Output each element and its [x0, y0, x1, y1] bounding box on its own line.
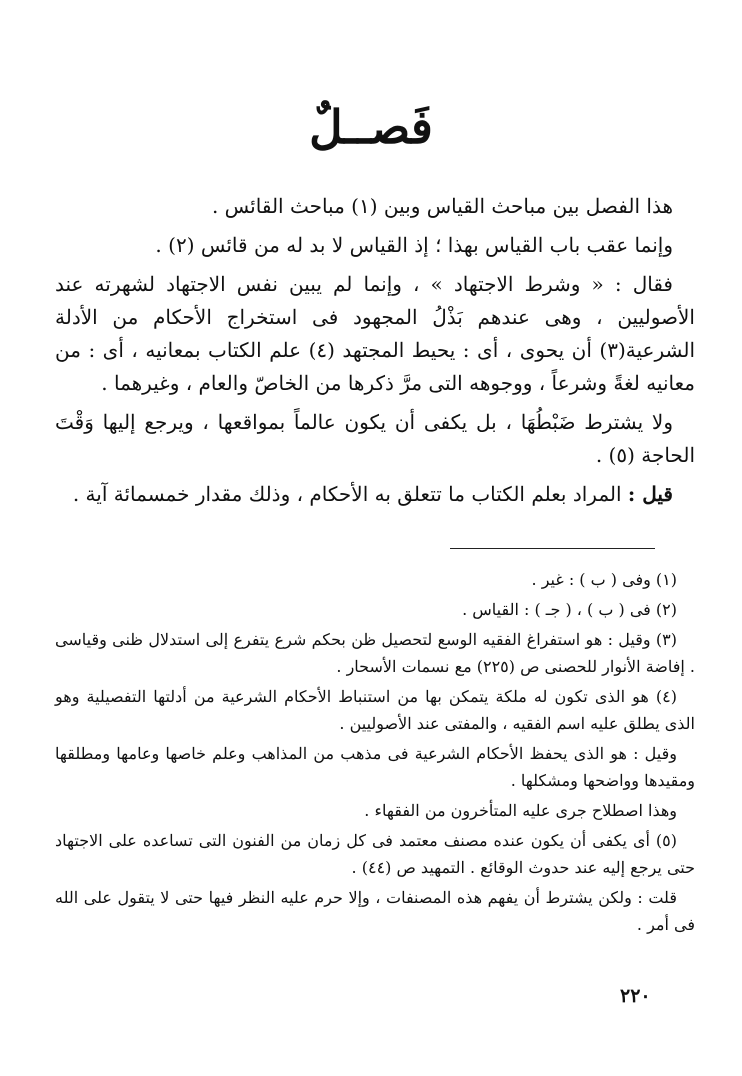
paragraph-lead-word: قيل : [627, 482, 673, 506]
main-paragraph: هذا الفصل بين مباحث القياس وبين (١) مباحث القائس . [211, 194, 673, 218]
footnote: (٢) فى ( ب ) ، ( جـ ) : القياس . [462, 600, 677, 619]
footnote: (٤) هو الذى تكون له ملكة يتمكن بها من استنباط الأحكام الشرعية من أدلتها التفصيلية وهو الذى يطلق عليه اسم الفقيه ، والمفتى عند الأصوليين . [55, 687, 695, 733]
footnotes-section [55, 566, 695, 941]
main-paragraph: ولا يشترط ضَبْطُهَا ، بل يكفى أن يكون عالماً بمواقعها ، ويرجع إليها وَقْتَ الحاجة (٥) . [55, 410, 695, 467]
footnote: وقيل : هو الذى يحفظ الأحكام الشرعية فى مذهب من المذاهب وعلم خاصها وعامها ومطلقها ومقيدها وواضحها ومشكلها . [55, 744, 695, 790]
footnote: وهذا اصطلاح جرى عليه المتأخرون من الفقهاء . [364, 801, 677, 820]
main-paragraph: فقال : « وشرط الاجتهاد » ، وإنما لم يبين نفس الاجتهاد لشهرته عند الأصوليين ، وهى عندهم بَذْلُ المجهود فى استخراج الأحكام من الأدلة الشرعية(٣) أن يحوى ، أى : يحيط المجتهد (٤) علم الكتاب بمعانيه ، أى : من معانيه لغةً وشرعاً ، ووجوهه التى مرَّ ذكرها من الخاصّ والعام ، وغيرهما . [55, 272, 696, 395]
page-number: ٢٢٠ [620, 985, 651, 1007]
chapter-heading: فَصــلٌ [309, 100, 433, 154]
main-paragraph [55, 478, 695, 511]
footnote: (١) وفى ( ب ) : غير . [531, 570, 677, 589]
footnote: قلت : ولكن يشترط أن يفهم هذه المصنفات ، وإلا حرم عليه النظر فيها حتى لا يتقول على الله فى أمر . [55, 888, 695, 934]
main-text-body [55, 190, 695, 517]
footnote-divider [450, 548, 655, 549]
main-paragraph: وإنما عقب باب القياس بهذا ؛ إذ القياس لا بد له من قائس (٢) . [155, 233, 673, 257]
paragraph-text: المراد بعلم الكتاب ما تتعلق به الأحكام ، وذلك مقدار خمسمائة آية . [72, 482, 628, 506]
footnote: (٥) أى يكفى أن يكون عنده مصنف معتمد فى كل زمان من الفنون التى تساعده على الاجتهاد حتى يرجع إليه عند حدوث الوقائع . التمهيد ص (٤٤) . [55, 831, 695, 877]
footnote: (٣) وقيل : هو استفراغ الفقيه الوسع لتحصيل ظن بحكم شرع يتفرع إلى استدلال ظنى وقياسى . إفاضة الأنوار للحصنى ص (٢٢٥) مع نسمات الأسحار . [55, 630, 695, 676]
